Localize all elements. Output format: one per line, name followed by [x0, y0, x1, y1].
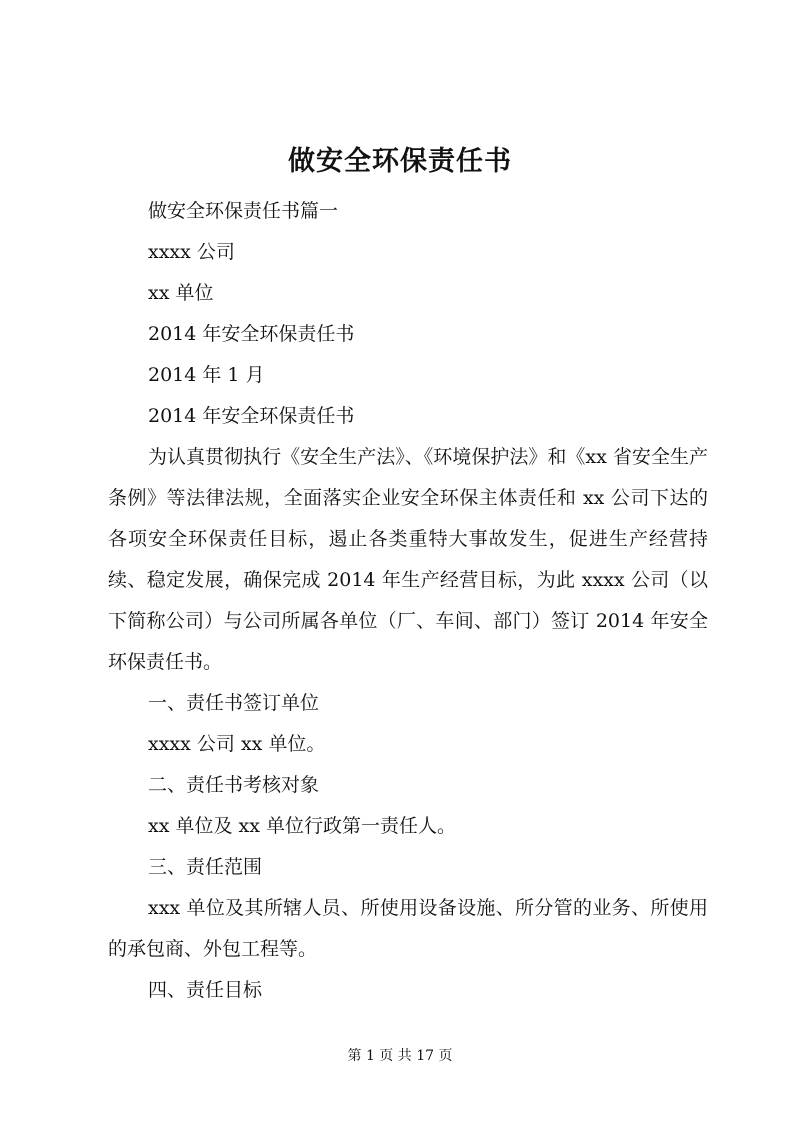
subtitle-line: 做安全环保责任书篇一: [148, 200, 339, 222]
date-line: 2014 年 1 月: [148, 364, 265, 386]
section-2-text: xx 单位及 xx 单位行政第一责任人。: [148, 815, 456, 837]
page-footer: 第 1 页 共 17 页: [347, 1048, 453, 1064]
intro-paragraph: 为认真贯彻执行《安全生产法》、《环境保护法》和《xx 省安全生产条例》等法律法规，全面落实企业安全环保主体责任和 xx 公司下达的各项安全环保责任目标，遏止各类重特大事故发生，促进生产经营持续、稳定发展，确保完成 2014 年生产经营目标，为此 xxxx 公司（以下简称公司）与公司所属各单位（厂、车间、部门）签订 2014 年安全环保责任书。: [108, 446, 708, 673]
section-4-heading: 四、责任目标: [148, 979, 263, 1001]
document-body: [108, 191, 708, 1011]
document-name-line-repeat: 2014 年安全环保责任书: [148, 405, 355, 427]
section-2-heading: 二、责任书考核对象: [148, 774, 320, 796]
document-name-line: 2014 年安全环保责任书: [148, 323, 355, 345]
section-1-text: xxxx 公司 xx 单位。: [148, 733, 326, 755]
section-3-heading: 三、责任范围: [148, 856, 263, 878]
company-line: xxxx 公司: [148, 241, 235, 263]
section-1-heading: 一、责任书签订单位: [148, 692, 320, 714]
section-3-paragraph: xxx 单位及其所辖人员、所使用设备设施、所分管的业务、所使用的承包商、外包工程等。: [108, 897, 708, 960]
unit-line: xx 单位: [148, 282, 214, 304]
document-title: 做安全环保责任书: [288, 146, 512, 177]
